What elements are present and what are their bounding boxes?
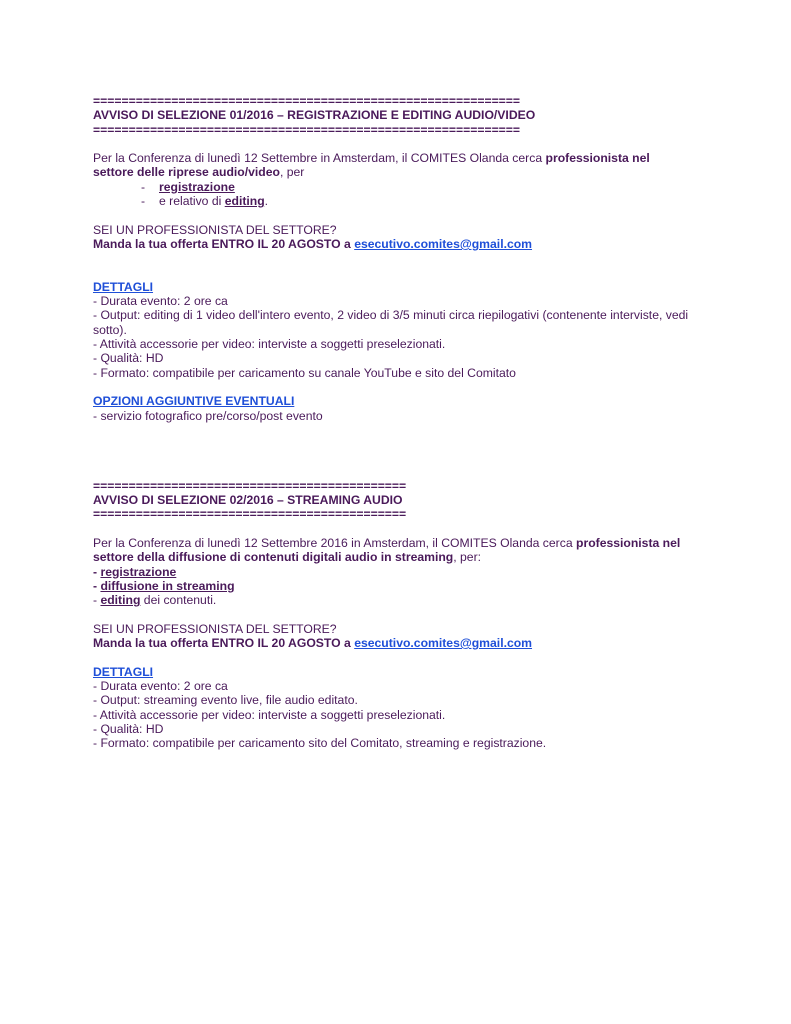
list-item: - diffusione in streaming <box>93 578 235 593</box>
call-to-action: Manda la tua offerta ENTRO IL 20 AGOSTO a esecutivo.comites@gmail.com <box>93 636 533 651</box>
notice-title: AVVISO DI SELEZIONE 02/2016 – STREAMING AUDIO <box>93 493 403 508</box>
details-item: - Output: streaming evento live, file audio editato. <box>93 693 358 708</box>
notice-1 <box>93 94 713 423</box>
details-item: - Output: editing di 1 video dell'intero evento, 2 video di 3/5 minuti circa riepilogativi (contenente interviste, vedi sotto). <box>93 308 689 337</box>
separator-rule: ============================================================ <box>93 94 521 108</box>
list-item: - editing dei contenuti. <box>93 593 217 608</box>
separator-rule: ============================================ <box>93 478 407 493</box>
separator-rule: ============================================ <box>93 507 407 522</box>
details-item: - Qualità: HD <box>93 351 164 366</box>
details-item: - Attività accessorie per video: interviste a soggetti preselezionati. <box>93 337 446 352</box>
details-item: - Durata evento: 2 ore ca <box>93 294 228 309</box>
intro-paragraph-cont: settore della diffusione di contenuti digitali audio in streaming, per: <box>93 550 482 565</box>
details-item: - Attività accessorie per video: interviste a soggetti preselezionati. <box>93 707 446 722</box>
options-heading[interactable]: OPZIONI AGGIUNTIVE EVENTUALI <box>93 394 295 409</box>
document-body <box>93 94 713 750</box>
options-item: - servizio fotografico pre/corso/post evento <box>93 408 323 423</box>
details-heading[interactable]: DETTAGLI <box>93 279 154 294</box>
notice-title: AVVISO DI SELEZIONE 01/2016 – REGISTRAZIONE E EDITING AUDIO/VIDEO <box>93 108 536 123</box>
list-item: - registrazione <box>141 179 235 194</box>
separator-rule: ============================================================ <box>93 122 521 137</box>
question-text: SEI UN PROFESSIONISTA DEL SETTORE? <box>93 621 337 636</box>
intro-paragraph: Per la Conferenza di lunedì 12 Settembre 2016 in Amsterdam, il COMITES Olanda cerca professionista nel <box>93 536 681 551</box>
details-item: - Qualità: HD <box>93 721 164 736</box>
call-to-action: Manda la tua offerta ENTRO IL 20 AGOSTO a esecutivo.comites@gmail.com <box>93 236 533 251</box>
details-item: - Durata evento: 2 ore ca <box>93 678 228 693</box>
intro-paragraph: Per la Conferenza di lunedì 12 Settembre in Amsterdam, il COMITES Olanda cerca professionista nel <box>93 151 650 166</box>
list-item: - registrazione <box>93 564 177 579</box>
list-item: - e relativo di editing. <box>141 194 269 209</box>
question-text: SEI UN PROFESSIONISTA DEL SETTORE? <box>93 222 337 237</box>
details-heading[interactable]: DETTAGLI <box>93 664 154 679</box>
notice-2 <box>93 479 713 751</box>
email-link[interactable]: esecutivo.comites@gmail.com <box>354 636 533 651</box>
details-item: - Formato: compatibile per caricamento su canale YouTube e sito del Comitato <box>93 365 516 380</box>
details-item: - Formato: compatibile per caricamento sito del Comitato, streaming e registrazione. <box>93 736 547 751</box>
email-link[interactable]: esecutivo.comites@gmail.com <box>354 236 533 251</box>
intro-paragraph-cont: settore delle riprese audio/video, per <box>93 165 305 180</box>
